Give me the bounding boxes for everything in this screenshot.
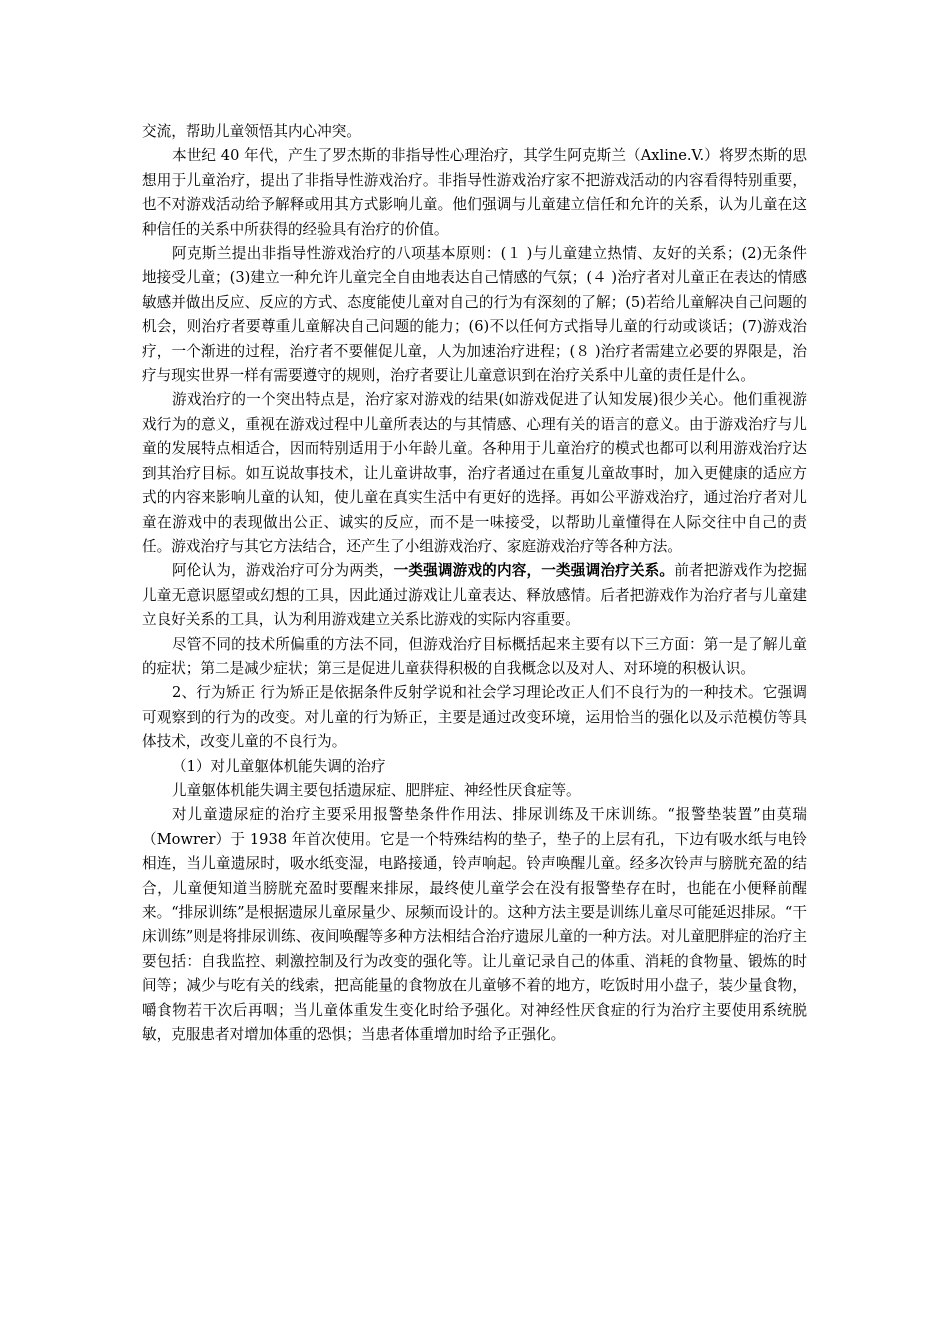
paragraph-play-therapy-features: 游戏治疗的一个突出特点是，治疗家对游戏的结果(如游戏促进了认知发展)很少关心。他们重视游戏行为的意义，重视在游戏过程中儿童所表达的与其情感、心理有关的语言的意义。由于游戏治疗与儿童的发展特点相适合，因而特别适用于小年龄儿童。各种用于儿童治疗的模式也都可以利用游戏治疗达到其治疗目标。如互说故事技术，让儿童讲故事，治疗者通过在重复儿童故事时，加入更健康的适应方式的内容来影响儿童的认知，使儿童在真实生活中有更好的选择。再如公平游戏治疗，通过治疗者对儿童在游戏中的表现做出公正、诚实的反应，而不是一味接受，以帮助儿童懂得在人际交往中自己的责任。游戏治疗与其它方法结合，还产生了小组游戏治疗、家庭游戏治疗等各种方法。 [142,391,807,555]
paragraph-axline-history: 本世纪 40 年代，产生了罗杰斯的非指导性心理治疗，其学生阿克斯兰（Axline.V.）将罗杰斯的思想用于儿童治疗，提出了非指导性游戏治疗。非指导性游戏治疗家不把游戏活动的内容看得特别重要，也不对游戏活动给予解释或用其方式影响儿童。他们强调与儿童建立信任和允许的关系，认为儿童在这种信任的关系中所获得的经验具有治疗的价值。 [142,147,807,238]
section-heading-somatic-dysfunction: （1）对儿童躯体机能失调的治疗 [172,757,386,775]
allen-intro-text: 阿伦认为，游戏治疗可分为两类， [172,562,394,580]
paragraph-allen-two-types [142,559,807,632]
allen-bold-text: 一类强调游戏的内容，一类强调治疗关系。 [393,562,675,580]
paragraph-enuresis-treatment: 对儿童遗尿症的治疗主要采用报警垫条件作用法、排尿训练及干床训练。“报警垫装置”由莫瑞（Mowrer）于 1938 年首次使用。它是一个特殊结构的垫子，垫子的上层有孔，下边有吸水纸与电铃相连，当儿童遗尿时，吸水纸变湿，电路接通，铃声响起。铃声唤醒儿童。经多次铃声与膀胱充盈的结合，儿童便知道当膀胱充盈时要醒来排尿，最终使儿童学会在没有报警垫存在时，也能在小便释前醒来。“排尿训练”是根据遗尿儿童尿量少、尿频而设计的。这种方法主要是训练儿童尽可能延迟排尿。“干床训练”则是将排尿训练、夜间唤醒等多种方法相结合治疗遗尿儿童的一种方法。对儿童肥胖症的治疗主要包括：自我监控、刺激控制及行为改变的强化等。让儿童记录自己的体重、消耗的食物量、锻炼的时间等；减少与吃有关的线索，把高能量的食物放在儿童够不着的地方，吃饭时用小盘子，装少量食物，嚼食物若干次后再咽；当儿童体重发生变化时给予强化。对神经性厌食症的行为治疗主要使用系统脱敏，克服患者对增加体重的恐惧；当患者体重增加时给予正强化。 [142,806,807,1044]
document-page [142,120,807,1047]
allen-rest-text: 前者把游戏作为挖掘儿童无意识愿望或幻想的工具，因此通过游戏让儿童表达、释放感情。后者把游戏作为治疗者与儿童建立良好关系的工具，认为利用游戏建立关系比游戏的实际内容重要。 [142,562,807,629]
paragraph-somatic-types: 儿童躯体机能失调主要包括遗尿症、肥胖症、神经性厌食症等。 [172,781,581,799]
paragraph-continuation: 交流，帮助儿童领悟其内心冲突。 [142,123,361,140]
paragraph-therapy-goals: 尽管不同的技术所偏重的方法不同，但游戏治疗目标概括起来主要有以下三方面：第一是了解儿童的症状；第二是减少症状；第三是促进儿童获得积极的自我概念以及对人、对环境的积极认识。 [142,635,807,677]
paragraph-eight-principles: 阿克斯兰提出非指导性游戏治疗的八项基本原则：(１ )与儿童建立热情、友好的关系；(2)无条件地接受儿童；(3)建立一种允许儿童完全自由地表达自己情感的气氛；(４ )治疗者对儿童正在表达的情感敏感并做出反应、反应的方式、态度能使儿童对自己的行为有深刻的了解；(5)若给儿童解决自己问题的机会，则治疗者要尊重儿童解决自己问题的能力；(6)不以任何方式指导儿童的行动或谈话；(7)游戏治疗，一个渐进的过程，治疗者不要催促儿童，人为加速治疗进程；(８ )治疗者需建立必要的界限是，治疗与现实世界一样有需要遵守的规则，治疗者要让儿童意识到在治疗关系中儿童的责任是什么。 [142,245,807,385]
paragraph-behavior-modification: 2、行为矫正 行为矫正是依据条件反射学说和社会学习理论改正人们不良行为的一种技术。它强调可观察到的行为的改变。对儿童的行为矫正，主要是通过改变环境，运用恰当的强化以及示范模仿等具体技术，改变儿童的不良行为。 [142,684,807,751]
